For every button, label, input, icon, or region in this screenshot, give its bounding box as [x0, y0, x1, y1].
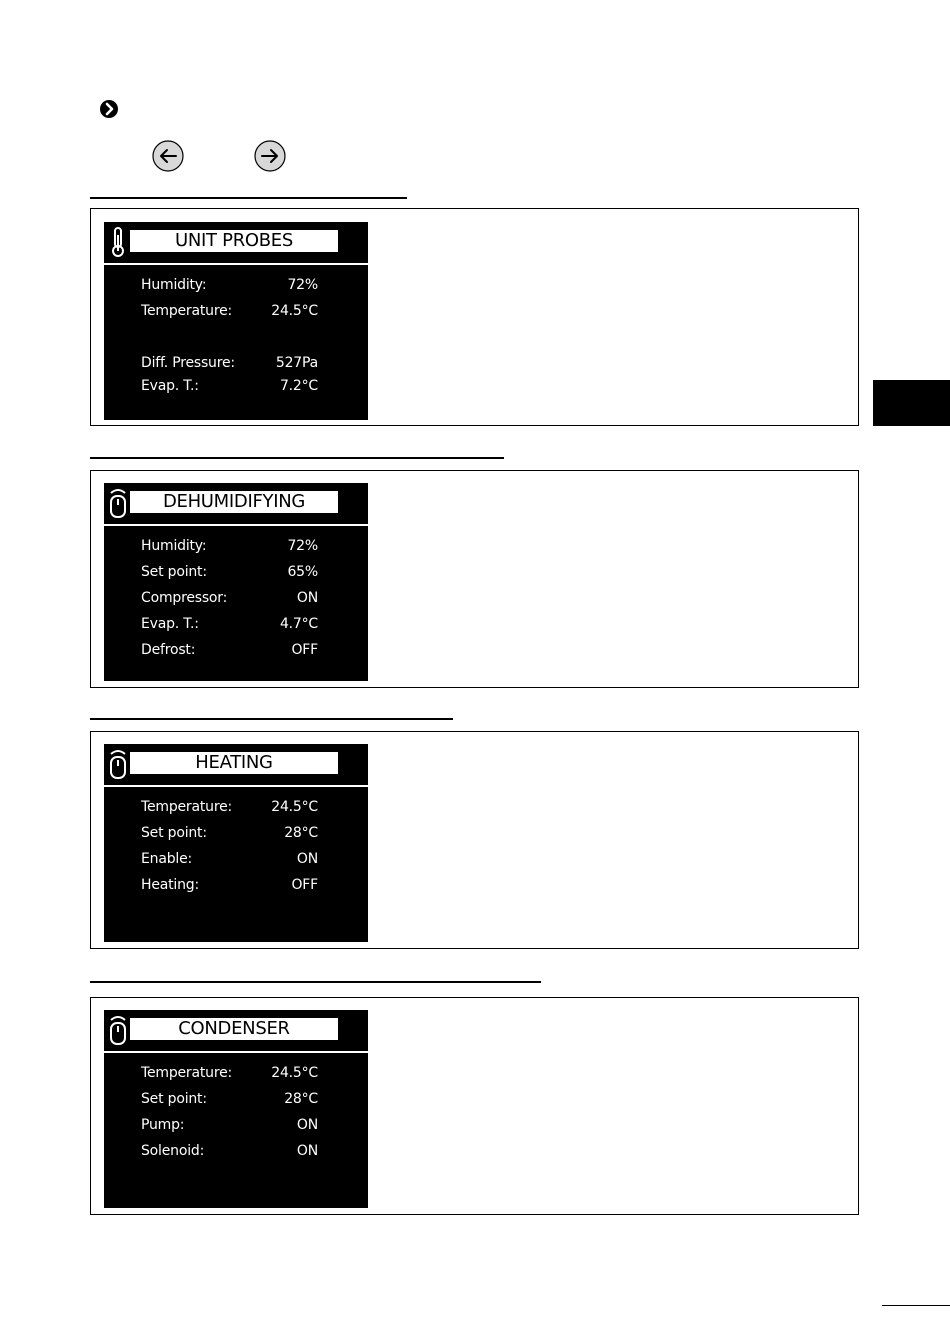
- arrow-left-circle-icon[interactable]: [152, 140, 184, 172]
- reading-value: ON: [296, 1117, 318, 1133]
- reading-row: [104, 375, 368, 397]
- reading-value: 4.7°C: [279, 616, 318, 632]
- display-screen: [104, 483, 368, 681]
- footer-rule: [882, 1305, 950, 1306]
- reading-value: 527Pa: [275, 355, 318, 371]
- reading-label: Pump:: [141, 1117, 185, 1133]
- reading-row: [104, 848, 368, 870]
- reading-label: Set point:: [141, 1091, 207, 1107]
- display-screen: [104, 1010, 368, 1208]
- screen-header: [104, 1010, 368, 1050]
- reading-row: [104, 639, 368, 661]
- reading-row: [104, 1062, 368, 1084]
- device-control-icon: [107, 1014, 129, 1046]
- section-rule: [90, 981, 541, 983]
- thermometer-icon: [107, 226, 129, 258]
- reading-value: 7.2°C: [279, 378, 318, 394]
- device-control-icon: [107, 487, 129, 519]
- reading-value: 28°C: [284, 1091, 318, 1107]
- reading-value: ON: [296, 851, 318, 867]
- header-divider: [104, 524, 368, 526]
- reading-value: 28°C: [284, 825, 318, 841]
- reading-value: 24.5°C: [271, 1065, 318, 1081]
- reading-row: [104, 300, 368, 322]
- reading-label: Temperature:: [141, 1065, 232, 1081]
- section-rule: [90, 718, 453, 720]
- screen-title: UNIT PROBES: [130, 230, 338, 252]
- section-rule: [90, 197, 407, 199]
- reading-label: Heating:: [141, 877, 199, 893]
- reading-label: Defrost:: [141, 642, 196, 658]
- reading-label: Humidity:: [141, 277, 207, 293]
- section-rule: [90, 457, 504, 459]
- arrow-right-circle-icon[interactable]: [254, 140, 286, 172]
- display-screen: [104, 222, 368, 420]
- reading-label: Solenoid:: [141, 1143, 205, 1159]
- reading-row: [104, 535, 368, 557]
- reading-row: [104, 613, 368, 635]
- reading-row: [104, 1140, 368, 1162]
- reading-label: Set point:: [141, 564, 207, 580]
- chapter-tab: [873, 380, 950, 426]
- panel-condenser: [90, 997, 859, 1215]
- reading-row: [104, 561, 368, 583]
- reading-row: [104, 1114, 368, 1136]
- right-arrow-circle-icon: [99, 99, 119, 119]
- reading-value: 24.5°C: [271, 303, 318, 319]
- reading-row: [104, 587, 368, 609]
- screen-header: [104, 222, 368, 262]
- reading-label: Set point:: [141, 825, 207, 841]
- reading-value: 65%: [287, 564, 318, 580]
- header-divider: [104, 1051, 368, 1053]
- reading-label: Enable:: [141, 851, 193, 867]
- panel-heating: [90, 731, 859, 949]
- reading-label: Evap. T.:: [141, 378, 199, 394]
- reading-label: Evap. T.:: [141, 616, 199, 632]
- reading-value: 72%: [287, 277, 318, 293]
- reading-row: [104, 274, 368, 296]
- reading-row: [104, 1088, 368, 1110]
- header-divider: [104, 785, 368, 787]
- reading-label: Temperature:: [141, 303, 232, 319]
- reading-value: 24.5°C: [271, 799, 318, 815]
- screen-title: CONDENSER: [130, 1018, 338, 1040]
- reading-label: Humidity:: [141, 538, 207, 554]
- reading-label: Compressor:: [141, 590, 228, 606]
- reading-label: Temperature:: [141, 799, 232, 815]
- reading-value: OFF: [291, 877, 318, 893]
- display-screen: [104, 744, 368, 942]
- reading-value: 72%: [287, 538, 318, 554]
- reading-value: ON: [296, 590, 318, 606]
- header-divider: [104, 263, 368, 265]
- panel-unit-probes: [90, 208, 859, 426]
- reading-row: [104, 796, 368, 818]
- reading-row: [104, 874, 368, 896]
- reading-value: ON: [296, 1143, 318, 1159]
- reading-label: Diff. Pressure:: [141, 355, 235, 371]
- reading-row: [104, 822, 368, 844]
- screen-title: DEHUMIDIFYING: [130, 491, 338, 513]
- panel-dehumidifying: [90, 470, 859, 688]
- reading-value: OFF: [291, 642, 318, 658]
- reading-row: [104, 352, 368, 374]
- device-control-icon: [107, 748, 129, 780]
- screen-header: [104, 744, 368, 784]
- screen-header: [104, 483, 368, 523]
- screen-title: HEATING: [130, 752, 338, 774]
